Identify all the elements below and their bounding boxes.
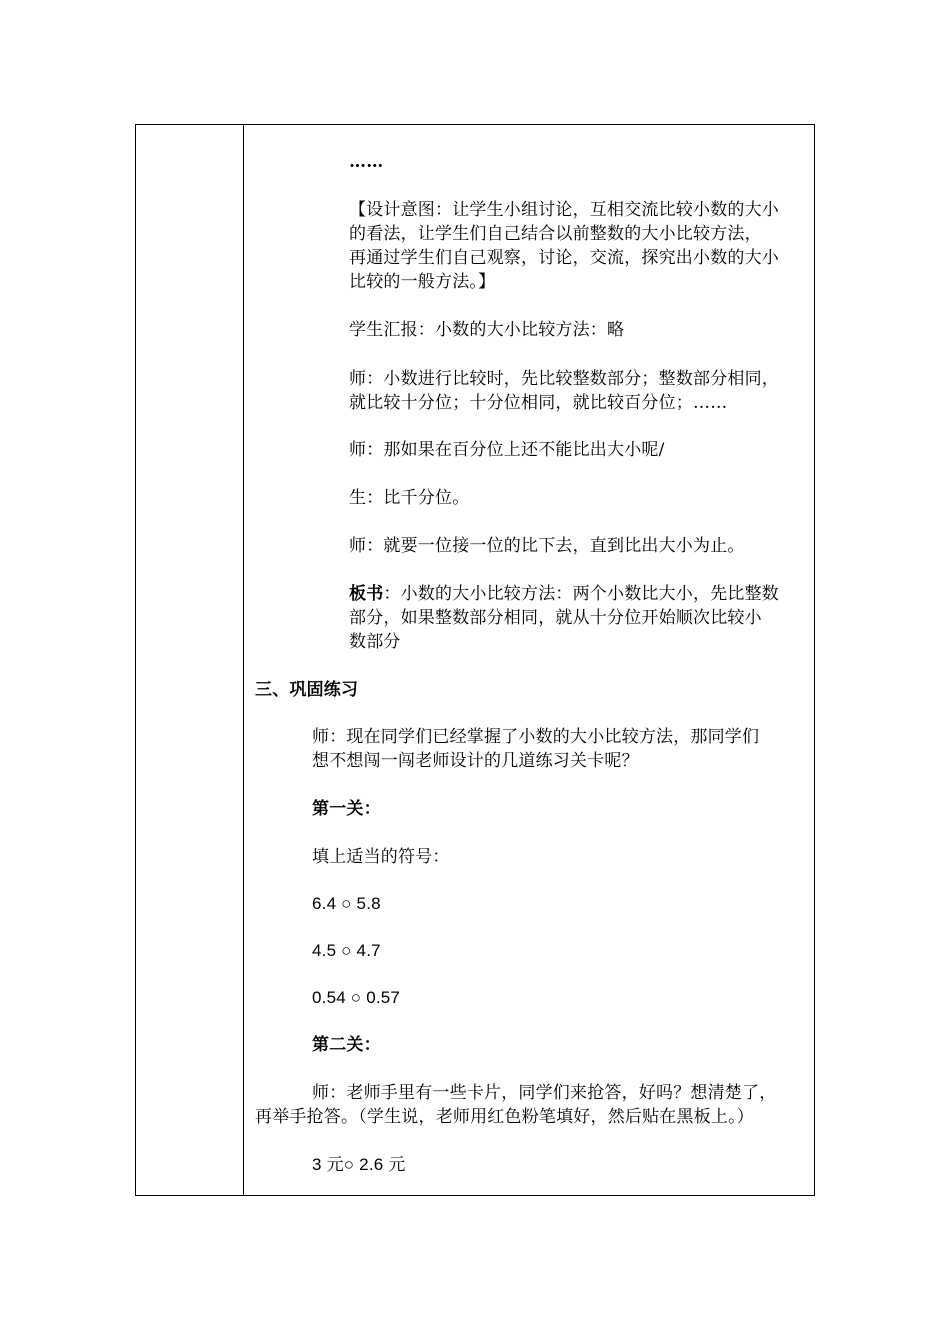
teacher-line-2: 师：那如果在百分位上还不能比出大小呢/ — [349, 440, 665, 460]
design-intent-line-3: 再通过学生们自己观察，讨论，交流，探究出小数的大小 — [349, 248, 779, 268]
teacher-line-3: 师：就要一位接一位的比下去，直到比出大小为止。 — [349, 536, 745, 556]
student-line-1: 生：比千分位。 — [349, 488, 470, 508]
table-left-column — [136, 125, 244, 1195]
teacher-line-1a: 师：小数进行比较时，先比较整数部分；整数部分相同， — [349, 369, 779, 389]
blackboard-label: 板书 — [349, 584, 384, 604]
level-2-teacher-line-2: 再举手抢答。（学生说，老师用红色粉笔填好，然后贴在黑板上。） — [255, 1107, 754, 1127]
level-1-item-3: 0.54 ○ 0.57 — [312, 988, 401, 1007]
blackboard-line-3: 数部分 — [349, 632, 401, 652]
teacher-line-4a: 师：现在同学们已经掌握了小数的大小比较方法，那同学们 — [312, 727, 760, 747]
blackboard-line-1 — [349, 582, 779, 606]
teacher-line-4b: 想不想闯一闯老师设计的几道练习关卡呢？ — [312, 751, 639, 771]
lesson-table — [135, 124, 815, 1196]
design-intent-line-1: 【设计意图：让学生小组讨论，互相交流比较小数的大小 — [349, 200, 779, 220]
section-title-consolidation: 三、巩固练习 — [255, 680, 359, 699]
design-intent-line-2: 的看法，让学生们自己结合以前整数的大小比较方法， — [349, 224, 762, 244]
level-2-title: 第二关： — [312, 1035, 381, 1054]
blackboard-line-2: 部分，如果整数部分相同，就从十分位开始顺次比较小 — [349, 608, 762, 628]
level-1-item-1: 6.4 ○ 5.8 — [312, 894, 381, 913]
student-report: 学生汇报：小数的大小比较方法：略 — [349, 320, 625, 340]
level-2-teacher-line-1: 师：老师手里有一些卡片，同学们来抢答，好吗？想清楚了， — [312, 1083, 777, 1103]
ellipsis-text: …… — [349, 152, 384, 172]
table-right-column — [244, 125, 814, 1195]
level-1-title: 第一关： — [312, 799, 381, 818]
teacher-line-1b: 就比较十分位；十分位相同，就比较百分位；…… — [349, 393, 728, 413]
design-intent-line-4: 比较的一般方法。】 — [349, 272, 496, 292]
blackboard-line-1-text: ：小数的大小比较方法：两个小数比大小，先比整数 — [383, 584, 780, 604]
level-1-item-2: 4.5 ○ 4.7 — [312, 941, 381, 960]
level-1-instruction: 填上适当的符号： — [312, 847, 450, 867]
level-2-item-1: 3 元○ 2.6 元 — [312, 1155, 406, 1174]
